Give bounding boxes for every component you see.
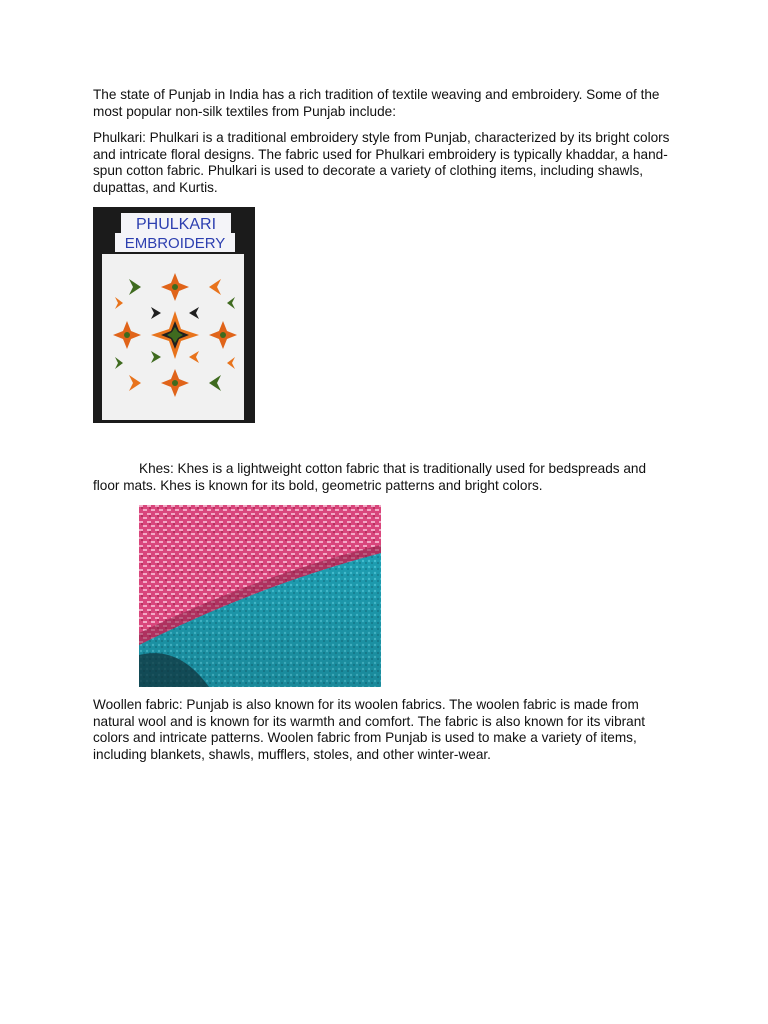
sign-line1: PHULKARI — [135, 216, 217, 233]
embroidery-motif — [113, 273, 237, 397]
phulkari-paragraph: Phulkari: Phulkari is a traditional embroidery style from Punjab, characterized by its bright colors and intricate floral designs. The fabric used for Phulkari embroidery is typically khaddar, a hand-spun cotton fabric. Phulkari is used to decorate a variety of clothing items, including shawls, dupattas, and Kurtis. — [93, 130, 670, 196]
woollen-paragraph: Woollen fabric: Punjab is also known for its woolen fabrics. The woolen fabric is made from natural wool and is known for its warmth and comfort. The fabric is also known for its vibrant colors and intricate patterns. Woolen fabric from Punjab is used to make a variety of items, including blankets, shawls, mufflers, stoles, and other winter-wear. — [93, 697, 646, 763]
intro-paragraph: The state of Punjab in India has a rich tradition of textile weaving and embroidery. Some of the most popular non-silk textiles from Punjab include: — [93, 87, 660, 119]
khes-fabric-photo — [139, 505, 381, 687]
phulkari-embroidery-photo — [93, 207, 255, 423]
sign-line2: EMBROIDERY — [124, 235, 226, 252]
khes-paragraph: Khes: Khes is a lightweight cotton fabric that is traditionally used for bedspreads and floor mats. Khes is known for its bold, geometric patterns and bright colors. — [93, 461, 647, 493]
